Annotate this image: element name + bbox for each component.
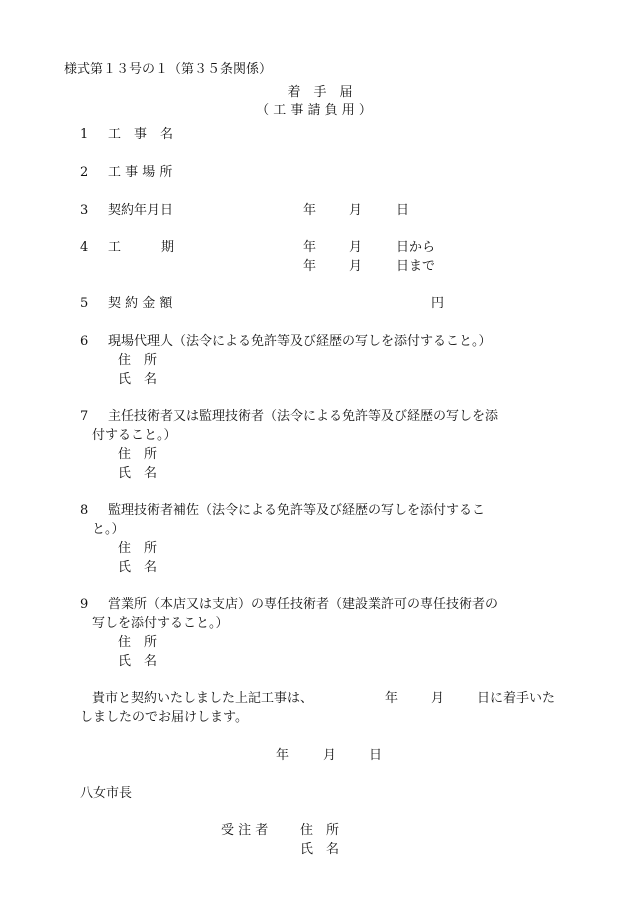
submission-month: 月 xyxy=(323,748,337,763)
item-8-address: 住 所 xyxy=(118,541,158,556)
item-1-number: 1 xyxy=(80,127,89,142)
item-1-label: 工 事 名 xyxy=(108,127,174,142)
item-5-label: 契 約 金 額 xyxy=(108,296,173,311)
document-title: 着 手 届 xyxy=(287,85,353,100)
item-7-label-line2: 付すること。） xyxy=(92,428,177,443)
item-7-number: 7 xyxy=(80,409,89,424)
item-8-name: 氏 名 xyxy=(118,560,158,575)
submission-day: 日 xyxy=(369,748,383,763)
document-subtitle: （ 工 事 請 負 用 ） xyxy=(256,103,372,118)
statement-start-year: 年 xyxy=(385,691,399,706)
item-8-label-line2: と。） xyxy=(92,522,125,537)
item-5-number: 5 xyxy=(80,296,89,311)
period-start-day: 日から xyxy=(396,240,436,255)
period-end-month: 月 xyxy=(349,259,363,274)
item-8-number: 8 xyxy=(80,503,89,518)
contractor-name: 氏 名 xyxy=(300,842,340,857)
addressee: 八女市長 xyxy=(80,786,133,801)
item-8-label-line1: 監理技術者補佐（法令による免許等及び経歴の写しを添付するこ xyxy=(108,503,486,518)
statement-line1-end: 日に着手いた xyxy=(477,691,556,706)
item-7-address: 住 所 xyxy=(118,447,158,462)
item-2-label: 工 事 場 所 xyxy=(108,165,173,180)
contractor-role: 受 注 者 xyxy=(221,823,269,838)
item-9-name: 氏 名 xyxy=(118,654,158,669)
item-3-label: 契約年月日 xyxy=(108,203,174,218)
item-6-name: 氏 名 xyxy=(118,372,158,387)
statement-start-month: 月 xyxy=(431,691,445,706)
item-4-label-a: 工 xyxy=(108,240,122,255)
period-start-month: 月 xyxy=(349,240,363,255)
item-9-label-line1: 営業所（本店又は支店）の専任技術者（建設業許可の専任技術者の xyxy=(108,597,499,612)
contractor-address: 住 所 xyxy=(300,823,340,838)
item-3-number: 3 xyxy=(80,203,89,218)
item-7-name: 氏 名 xyxy=(118,466,158,481)
submission-year: 年 xyxy=(276,748,290,763)
item-6-address: 住 所 xyxy=(118,353,158,368)
item-9-number: 9 xyxy=(80,597,89,612)
item-4-label-b: 期 xyxy=(161,240,175,255)
contract-amount-yen: 円 xyxy=(431,296,445,311)
item-9-address: 住 所 xyxy=(118,635,158,650)
period-start-year: 年 xyxy=(303,240,317,255)
period-end-day: 日まで xyxy=(396,259,436,274)
form-number: 様式第１３号の１（第３５条関係） xyxy=(64,62,273,77)
contract-month: 月 xyxy=(349,203,363,218)
item-9-label-line2: 写しを添付すること。） xyxy=(92,616,229,631)
item-6-label: 現場代理人（法令による免許等及び経歴の写しを添付すること。） xyxy=(108,334,492,349)
item-6-number: 6 xyxy=(80,334,89,349)
item-7-label-line1: 主任技術者又は監理技術者（法令による免許等及び経歴の写しを添 xyxy=(108,409,499,424)
statement-line2: しましたのでお届けします。 xyxy=(80,710,248,725)
contract-year: 年 xyxy=(303,203,317,218)
item-2-number: 2 xyxy=(80,165,89,180)
statement-line1-start: 貴市と契約いたしました上記工事は、 xyxy=(92,691,314,706)
period-end-year: 年 xyxy=(303,259,317,274)
item-4-number: 4 xyxy=(80,240,89,255)
contract-day: 日 xyxy=(396,203,410,218)
